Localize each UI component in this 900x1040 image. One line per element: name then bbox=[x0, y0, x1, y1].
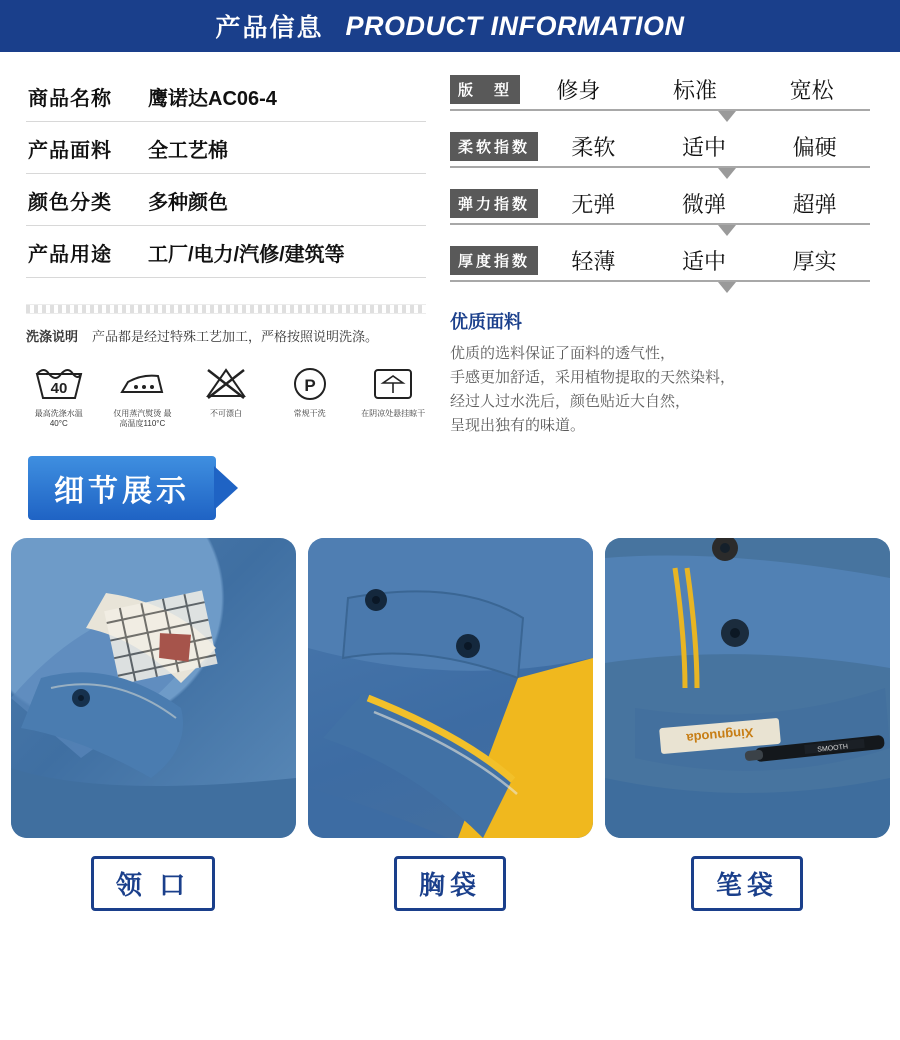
rating-option: 偏硬 bbox=[792, 135, 837, 160]
fabric-title: 优质面料 bbox=[450, 312, 522, 332]
header-title-cn: 产品信息 bbox=[215, 14, 324, 42]
rating-option: 适中 bbox=[681, 135, 726, 160]
dry-clean-caption: 常规干洗 bbox=[293, 409, 326, 418]
header-title-en: PRODUCT INFORMATION bbox=[345, 10, 685, 41]
chest-pocket-photo bbox=[308, 538, 593, 838]
no-bleach-icon bbox=[193, 357, 259, 407]
hang-dry-caption: 在阴凉处悬挂晾干 bbox=[361, 409, 426, 418]
hang-dry-icon bbox=[360, 357, 426, 407]
iron-caption: 仅用蒸汽熨烫 最高温度110°C bbox=[113, 409, 172, 428]
washing-label: 洗涤说明 bbox=[26, 329, 79, 344]
iron-item bbox=[110, 357, 176, 429]
rating-option: 超弹 bbox=[792, 192, 837, 217]
photo-caption: 胸袋 bbox=[394, 856, 506, 911]
rating-option: 标准 bbox=[672, 78, 717, 103]
rating-option: 微弹 bbox=[681, 192, 726, 217]
iron-icon bbox=[110, 357, 176, 407]
detail-banner-wrap bbox=[28, 456, 900, 520]
detail-photo-row bbox=[0, 538, 900, 911]
rating-tag: 版 型 bbox=[450, 75, 520, 104]
svg-text:SMOOTH: SMOOTH bbox=[816, 743, 848, 754]
spec-value: 多种颜色 bbox=[148, 192, 228, 214]
rating-marker-icon bbox=[718, 225, 736, 236]
photo-card bbox=[11, 538, 296, 911]
spec-row bbox=[26, 174, 426, 226]
spec-table bbox=[26, 70, 426, 438]
decorative-divider bbox=[26, 304, 426, 314]
rating-block-softness bbox=[450, 131, 870, 182]
wash-temp-caption: 最高洗涤水温40°C bbox=[34, 409, 83, 428]
rating-marker-icon bbox=[718, 111, 736, 122]
photo-caption: 笔袋 bbox=[691, 856, 803, 911]
hang-dry-item bbox=[360, 357, 426, 429]
rating-option: 无弹 bbox=[571, 192, 616, 217]
spec-label: 产品用途 bbox=[28, 244, 112, 266]
photo-caption: 领 口 bbox=[91, 856, 215, 911]
spec-value: 工厂/电力/汽修/建筑等 bbox=[148, 244, 345, 266]
washing-note: 产品都是经过特殊工艺加工，严格按照说明洗涤。 bbox=[92, 329, 379, 344]
rating-tag: 厚度指数 bbox=[450, 246, 538, 275]
rating-option: 宽松 bbox=[789, 78, 834, 103]
product-info-section bbox=[0, 52, 900, 438]
dry-clean-item bbox=[277, 357, 343, 429]
fabric-line: 手感更加舒适，采用植物提取的天然染料， bbox=[450, 369, 736, 386]
spec-label: 颜色分类 bbox=[28, 192, 112, 214]
detail-display-banner: 细节展示 bbox=[28, 456, 216, 520]
rating-option: 轻薄 bbox=[571, 249, 616, 274]
spec-value: 鹰诺达AC06-4 bbox=[148, 88, 277, 110]
washing-instructions-title bbox=[26, 326, 426, 345]
spec-value: 全工艺棉 bbox=[148, 140, 228, 162]
rating-option: 适中 bbox=[681, 249, 726, 274]
spec-label: 商品名称 bbox=[28, 88, 112, 110]
photo-card bbox=[308, 538, 593, 911]
fabric-line: 呈现出独有的味道。 bbox=[450, 417, 586, 434]
rating-block-thickness bbox=[450, 245, 870, 296]
fabric-description bbox=[450, 342, 870, 438]
spec-row bbox=[26, 70, 426, 122]
svg-text:Xingnuoda: Xingnuoda bbox=[685, 725, 754, 746]
svg-text:40: 40 bbox=[50, 380, 68, 397]
rating-option: 厚实 bbox=[792, 249, 837, 274]
no-bleach-caption: 不可漂白 bbox=[209, 409, 242, 418]
rating-marker-icon bbox=[718, 168, 736, 179]
svg-text:P: P bbox=[303, 376, 316, 395]
collar-photo bbox=[11, 538, 296, 838]
ratings-section bbox=[450, 70, 870, 438]
spec-label: 产品面料 bbox=[28, 140, 112, 162]
spec-row bbox=[26, 122, 426, 174]
rating-tag: 弹力指数 bbox=[450, 189, 538, 218]
rating-tag: 柔软指数 bbox=[450, 132, 538, 161]
rating-marker-icon bbox=[718, 282, 736, 293]
spec-row bbox=[26, 226, 426, 278]
fabric-line: 优质的选料保证了面料的透气性， bbox=[450, 345, 676, 362]
photo-card bbox=[605, 538, 890, 911]
dry-clean-icon bbox=[277, 357, 343, 407]
wash-temp-item bbox=[26, 357, 92, 429]
fabric-line: 经过人过水洗后，颜色贴近大自然， bbox=[450, 393, 691, 410]
wash-temp-icon bbox=[26, 357, 92, 407]
page-header bbox=[0, 0, 900, 52]
rating-block-elasticity bbox=[450, 188, 870, 239]
rating-option: 修身 bbox=[556, 78, 601, 103]
rating-option: 柔软 bbox=[571, 135, 616, 160]
no-bleach-item bbox=[193, 357, 259, 429]
pen-pocket-photo bbox=[605, 538, 890, 838]
rating-block-fit bbox=[450, 74, 870, 125]
washing-icon-list bbox=[26, 357, 426, 429]
